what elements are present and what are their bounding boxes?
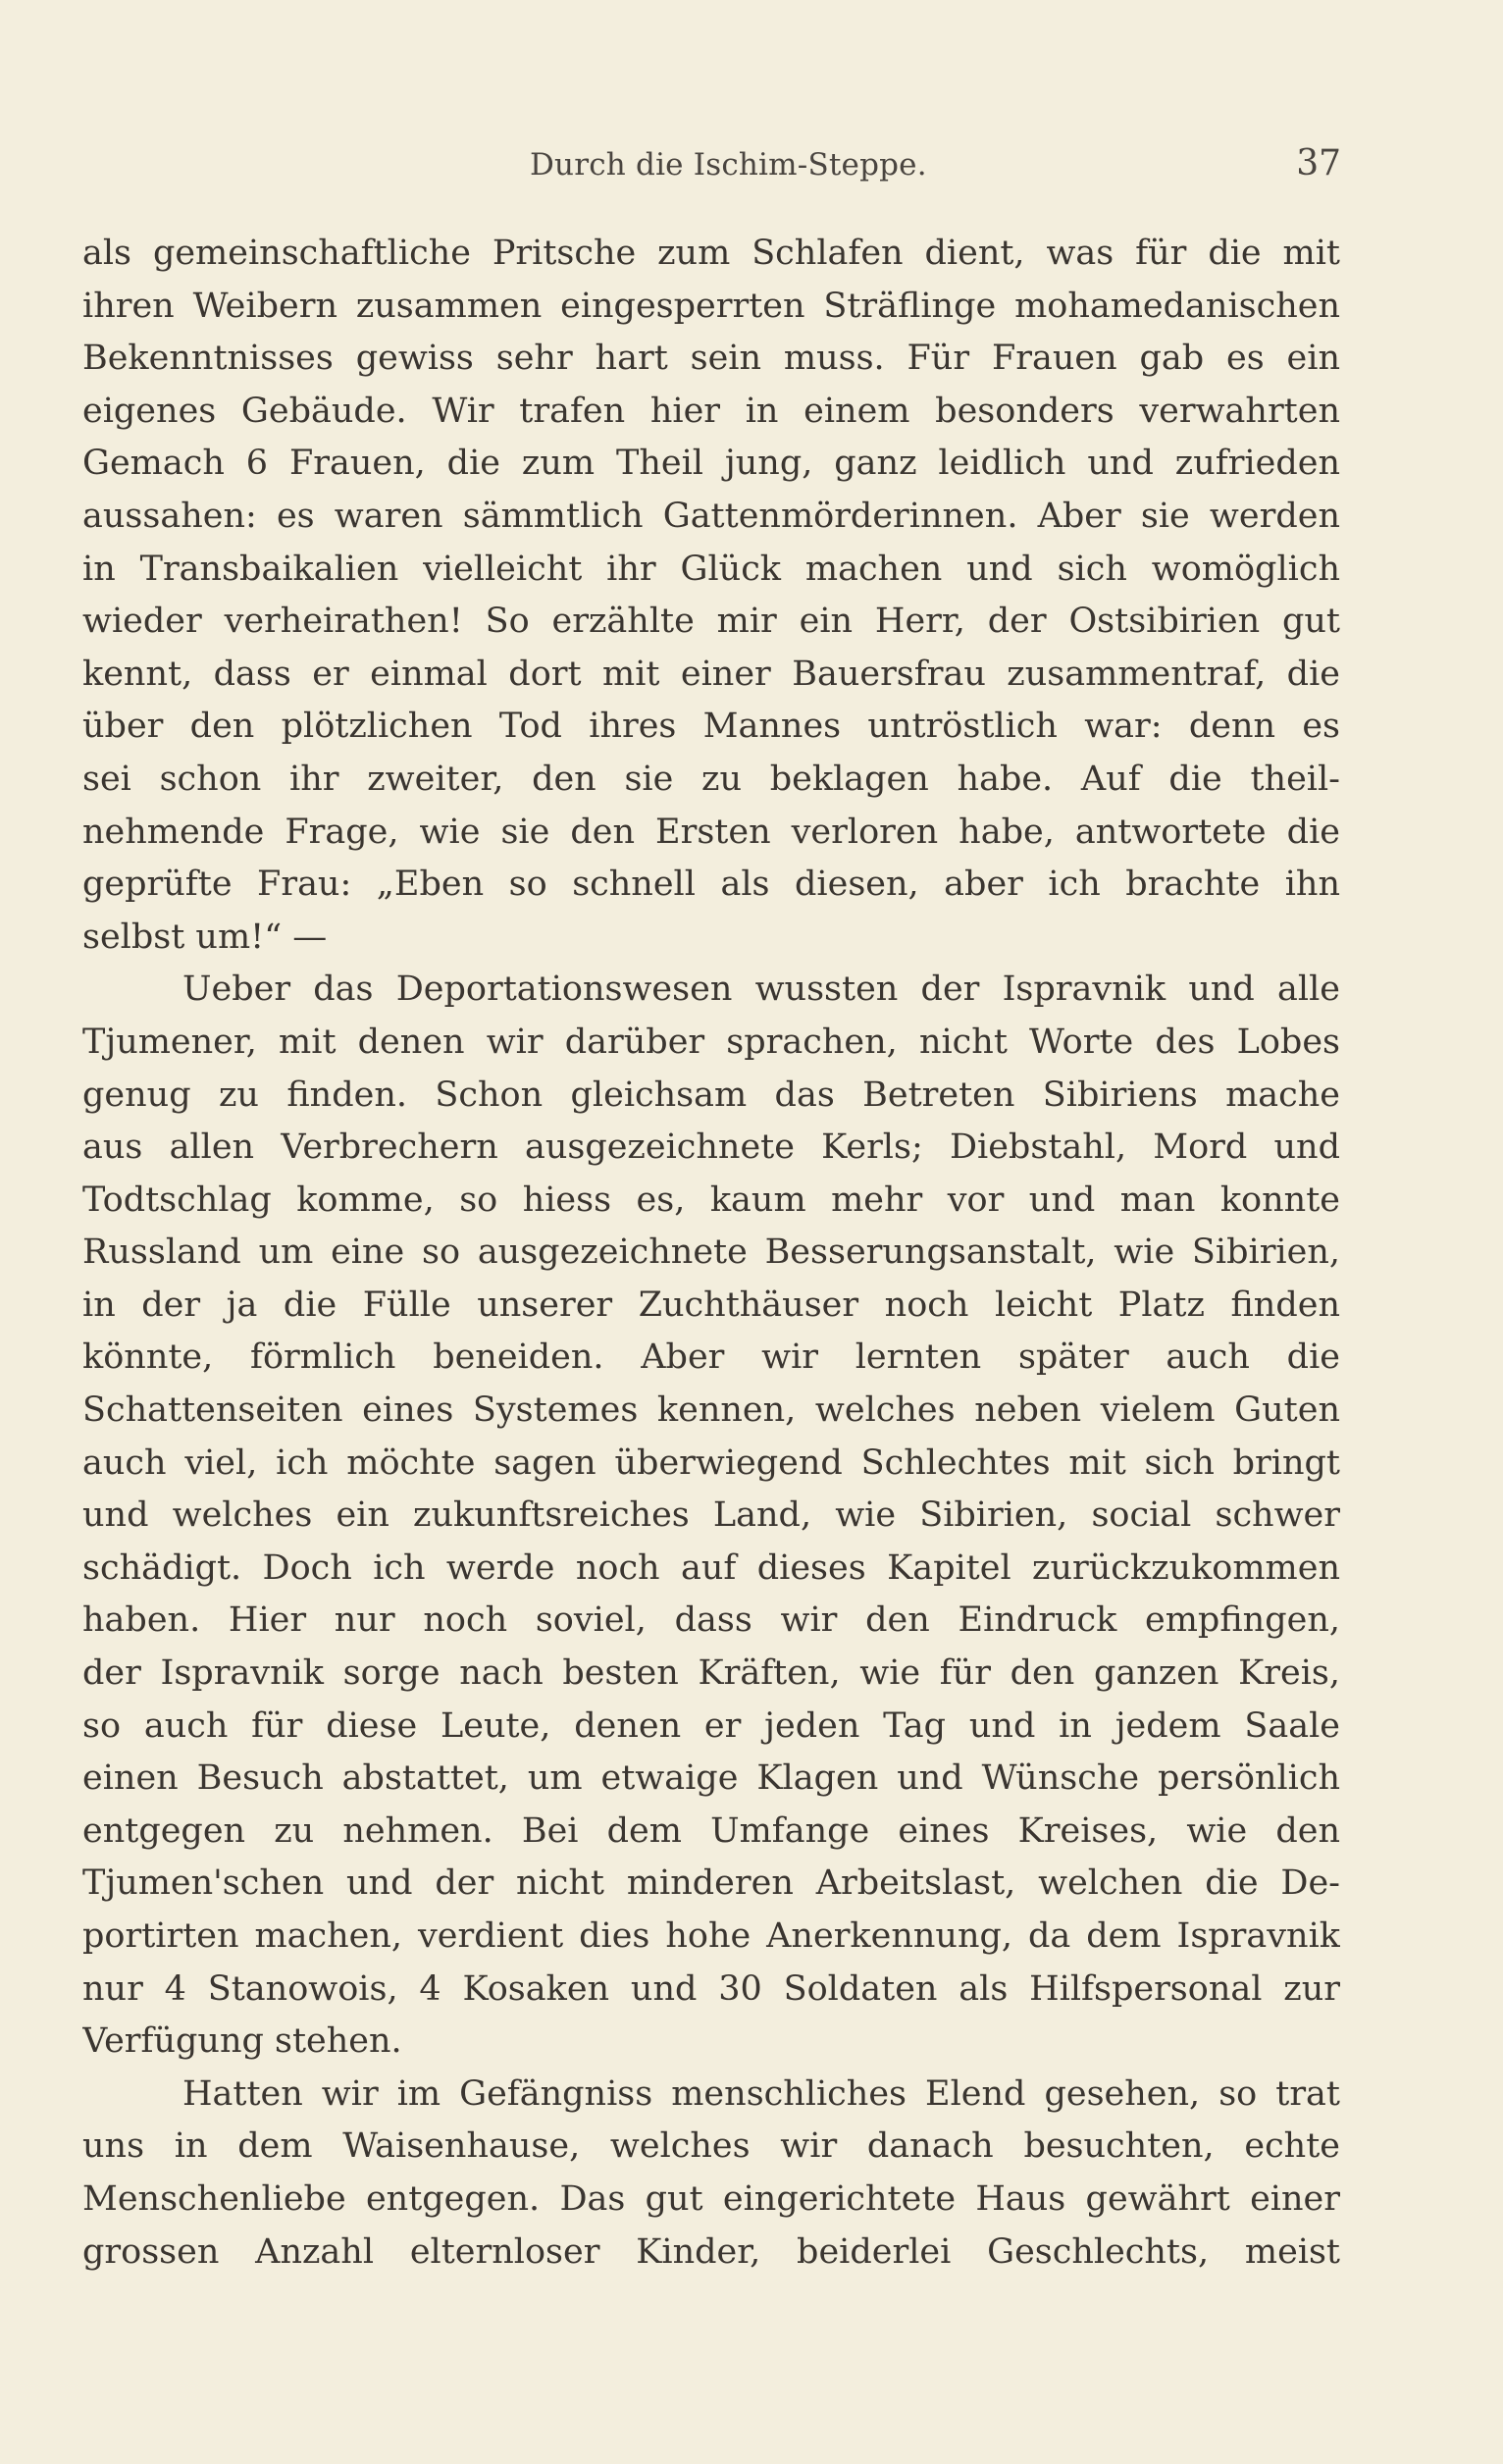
text-line: geprüfte Frau: „Eben so schnell als diesen, aber ich brachte ihn [82, 865, 1340, 905]
text-line: eigenes Gebäude. Wir trafen hier in einem besonders verwahrten [82, 391, 1340, 431]
text-line: genug zu finden. Schon gleichsam das Betreten Sibiriens mache [82, 1075, 1340, 1115]
text-line: aussahen: es waren sämmtlich Gattenmörderinnen. Aber sie werden [82, 496, 1340, 536]
body-text [82, 228, 1340, 2279]
text-line: Tjumen'schen und der nicht minderen Arbeitslast, welchen die De- [82, 1863, 1340, 1904]
text-line: grossen Anzahl elternloser Kinder, beiderlei Geschlechts, meist [82, 2231, 1340, 2272]
text-line: der Ispravnik sorge nach besten Kräften, wie für den ganzen Kreis, [82, 1653, 1340, 1694]
text-line: über den plötzlichen Tod ihres Mannes untröstlich war: denn es [82, 707, 1340, 747]
page-number: 37 [1296, 143, 1341, 183]
text-line: und welches ein zukunftsreiches Land, wie Sibirien, social schwer [82, 1495, 1340, 1536]
text-line: so auch für diese Leute, denen er jeden Tag und in jedem Saale [82, 1705, 1340, 1746]
text-line: entgegen zu nehmen. Bei dem Umfange eines Kreises, wie den [82, 1810, 1340, 1851]
text-line: Hatten wir im Gefängniss menschliches Elend gesehen, so trat [182, 2073, 1340, 2114]
text-line: Schattenseiten eines Systemes kennen, welches neben vielem Guten [82, 1390, 1340, 1431]
text-line: auch viel, ich möchte sagen überwiegend Schlechtes mit sich bringt [82, 1442, 1340, 1483]
text-line: Todtschlag komme, so hiess es, kaum mehr vor und man konnte [82, 1180, 1340, 1220]
text-line: sei schon ihr zweiter, den sie zu beklagen habe. Auf die theil- [82, 759, 1340, 799]
text-line: haben. Hier nur noch soviel, dass wir den Eindruck empfingen, [82, 1600, 1340, 1641]
text-line: Menschenliebe entgegen. Das gut eingerichtete Haus gewährt einer [82, 2178, 1340, 2219]
text-line: Verfügung stehen. [82, 2021, 402, 2062]
running-head-title: Durch die Ischim-Steppe. [530, 147, 927, 183]
text-line: Bekenntnisses gewiss sehr hart sein muss. Für Frauen gab es ein [82, 339, 1340, 379]
text-line: in der ja die Fülle unserer Zuchthäuser noch leicht Platz finden [82, 1284, 1340, 1325]
text-line: kennt, dass er einmal dort mit einer Bauersfrau zusammentraf, die [82, 654, 1340, 694]
text-line: nehmende Frage, wie sie den Ersten verloren habe, antwortete die [82, 812, 1340, 852]
text-line: könnte, förmlich beneiden. Aber wir lernten später auch die [82, 1337, 1340, 1378]
text-line: ihren Weibern zusammen eingesperrten Sträflinge mohamedanischen [82, 286, 1340, 326]
text-line: Russland um eine so ausgezeichnete Besserungsanstalt, wie Sibirien, [82, 1232, 1340, 1273]
text-line: einen Besuch abstattet, um etwaige Klagen und Wünsche persönlich [82, 1758, 1340, 1799]
text-line: nur 4 Stanowois, 4 Kosaken und 30 Soldaten als Hilfspersonal zur [82, 1968, 1340, 2009]
text-line: in Transbaikalien vielleicht ihr Glück machen und sich womöglich [82, 549, 1340, 589]
text-line: Gemach 6 Frauen, die zum Theil jung, ganz leidlich und zufrieden [82, 444, 1340, 484]
text-line: schädigt. Doch ich werde noch auf dieses Kapitel zurückzukommen [82, 1547, 1340, 1588]
text-line: als gemeinschaftliche Pritsche zum Schlafen dient, was für die mit [82, 234, 1340, 273]
text-line: portirten machen, verdient dies hohe Anerkennung, da dem Ispravnik [82, 1916, 1340, 1956]
text-line: aus allen Verbrechern ausgezeichnete Kerls; Diebstahl, Mord und [82, 1127, 1340, 1168]
text-line: Ueber das Deportationswesen wussten der Ispravnik und alle [182, 970, 1340, 1010]
text-line: selbst um!“ — [82, 917, 328, 957]
text-line: Tjumener, mit denen wir darüber sprachen, nicht Worte des Lobes [82, 1022, 1340, 1062]
text-line: uns in dem Waisenhause, welches wir danach besuchten, echte [82, 2126, 1340, 2167]
text-line: wieder verheirathen! So erzählte mir ein Herr, der Ostsibirien gut [82, 602, 1340, 642]
